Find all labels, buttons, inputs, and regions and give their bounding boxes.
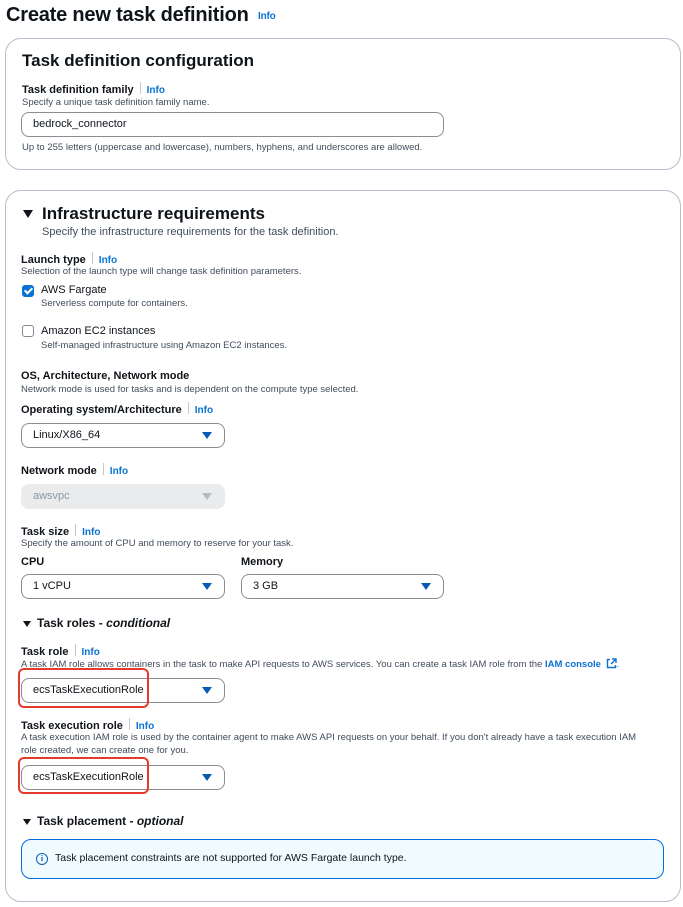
- task-role-highlight: [18, 668, 149, 708]
- network-label-row: [21, 463, 128, 477]
- config-panel: [5, 38, 681, 170]
- placement-alert-text: Task placement constraints are not supported for AWS Fargate launch type.: [55, 852, 407, 864]
- os-select[interactable]: [21, 423, 225, 448]
- os-select-value: Linux/X86_64: [33, 429, 101, 441]
- os-label-row: [21, 402, 213, 416]
- task-role-label-row: [21, 644, 100, 658]
- launch-type-info-link[interactable]: Info: [98, 255, 118, 266]
- family-label-row: [22, 82, 165, 96]
- network-info-link[interactable]: Info: [109, 466, 129, 477]
- os-group-label: OS, Architecture, Network mode: [21, 370, 190, 382]
- launch-type-label-row: [21, 252, 117, 266]
- infra-panel-title[interactable]: Infrastructure requirements: [42, 204, 265, 223]
- task-roles-heading[interactable]: [37, 616, 170, 630]
- external-link-icon[interactable]: [606, 658, 617, 669]
- cpu-select-value: 1 vCPU: [33, 580, 71, 592]
- exec-role-desc-2: role created, we can create one for you.: [21, 745, 189, 756]
- launch-type-desc: Selection of the launch type will change task definition parameters.: [21, 266, 302, 277]
- family-label: Task definition family: [22, 84, 134, 96]
- info-circle-icon: i: [36, 853, 48, 865]
- task-role-label: Task role: [21, 646, 69, 658]
- caret-down-icon: [421, 583, 431, 590]
- task-role-select-value: ecsTaskExecutionRole: [33, 684, 144, 696]
- network-select: [21, 484, 225, 509]
- family-hint: Up to 255 letters (uppercase and lowercase), numbers, hyphens, and underscores are allowed.: [22, 142, 423, 153]
- page-info-link[interactable]: Info: [258, 11, 276, 22]
- exec-role-select-value: ecsTaskExecutionRole: [33, 771, 144, 783]
- family-desc: Specify a unique task definition family name.: [22, 97, 210, 108]
- task-role-info-link[interactable]: Info: [81, 647, 100, 658]
- infra-panel: [5, 190, 681, 902]
- fargate-label[interactable]: AWS Fargate: [41, 284, 107, 296]
- task-role-desc: A task IAM role allows containers in the task to make API requests to AWS services. You can create a task IAM role from the IAM console .: [21, 659, 620, 670]
- caret-down-icon: [202, 774, 212, 781]
- memory-select-value: 3 GB: [253, 580, 279, 592]
- config-panel-title: Task definition configuration: [22, 51, 255, 70]
- memory-label: Memory: [241, 556, 284, 568]
- iam-console-link[interactable]: IAM console: [544, 659, 601, 670]
- os-group-desc: Network mode is used for tasks and is dependent on the compute type selected.: [21, 384, 359, 395]
- caret-down-icon: [202, 583, 212, 590]
- caret-down-icon: [202, 493, 212, 500]
- task-placement-heading-suffix: optional: [136, 814, 184, 828]
- exec-role-highlight: [18, 757, 149, 794]
- memory-select[interactable]: [241, 574, 444, 599]
- page-title: [6, 4, 276, 27]
- exec-role-info-link[interactable]: Info: [135, 721, 155, 732]
- task-size-desc: Specify the amount of CPU and memory to reserve for your task.: [21, 538, 294, 549]
- caret-down-icon: [202, 687, 212, 694]
- placement-info-alert: [21, 839, 664, 879]
- task-role-desc-text: A task IAM role allows containers in the task to make API requests to AWS services. You can create a task IAM role from the: [21, 659, 545, 670]
- network-label: Network mode: [21, 465, 97, 477]
- fargate-desc: Serverless compute for containers.: [41, 298, 188, 309]
- fargate-checkbox[interactable]: [22, 285, 34, 297]
- task-roles-heading-text: Task roles -: [37, 616, 107, 630]
- exec-role-desc-1: A task execution IAM role is used by the container agent to make AWS API requests on your behalf. If you don't already have a task execution IAM: [21, 732, 637, 743]
- infra-subtitle: Specify the infrastructure requirements for the task definition.: [42, 226, 339, 238]
- os-label: Operating system/Architecture: [21, 404, 182, 416]
- task-placement-heading-text: Task placement -: [37, 814, 137, 828]
- ec2-checkbox[interactable]: [22, 325, 34, 337]
- exec-role-label: Task execution role: [21, 720, 123, 732]
- launch-type-label: Launch type: [21, 254, 86, 266]
- family-input[interactable]: bedrock_connector: [21, 112, 444, 137]
- network-select-value: awsvpc: [33, 490, 70, 502]
- ec2-desc: Self-managed infrastructure using Amazon EC2 instances.: [41, 340, 288, 351]
- exec-role-label-row: [21, 718, 154, 732]
- family-info-link[interactable]: Info: [146, 85, 165, 96]
- task-size-label: Task size: [21, 526, 70, 538]
- caret-down-icon: [202, 432, 212, 439]
- task-roles-heading-suffix: conditional: [106, 616, 171, 630]
- infra-collapse-icon[interactable]: [23, 210, 33, 218]
- cpu-select[interactable]: [21, 574, 225, 599]
- task-placement-collapse-icon[interactable]: [23, 819, 31, 825]
- task-roles-collapse-icon[interactable]: [23, 621, 31, 627]
- os-info-link[interactable]: Info: [194, 405, 214, 416]
- task-size-label-row: [21, 524, 100, 538]
- cpu-label: CPU: [21, 556, 45, 568]
- task-size-info-link[interactable]: Info: [82, 527, 101, 538]
- task-placement-heading[interactable]: [37, 814, 184, 828]
- ec2-label[interactable]: Amazon EC2 instances: [41, 325, 156, 337]
- page-title-text: Create new task definition: [6, 4, 249, 26]
